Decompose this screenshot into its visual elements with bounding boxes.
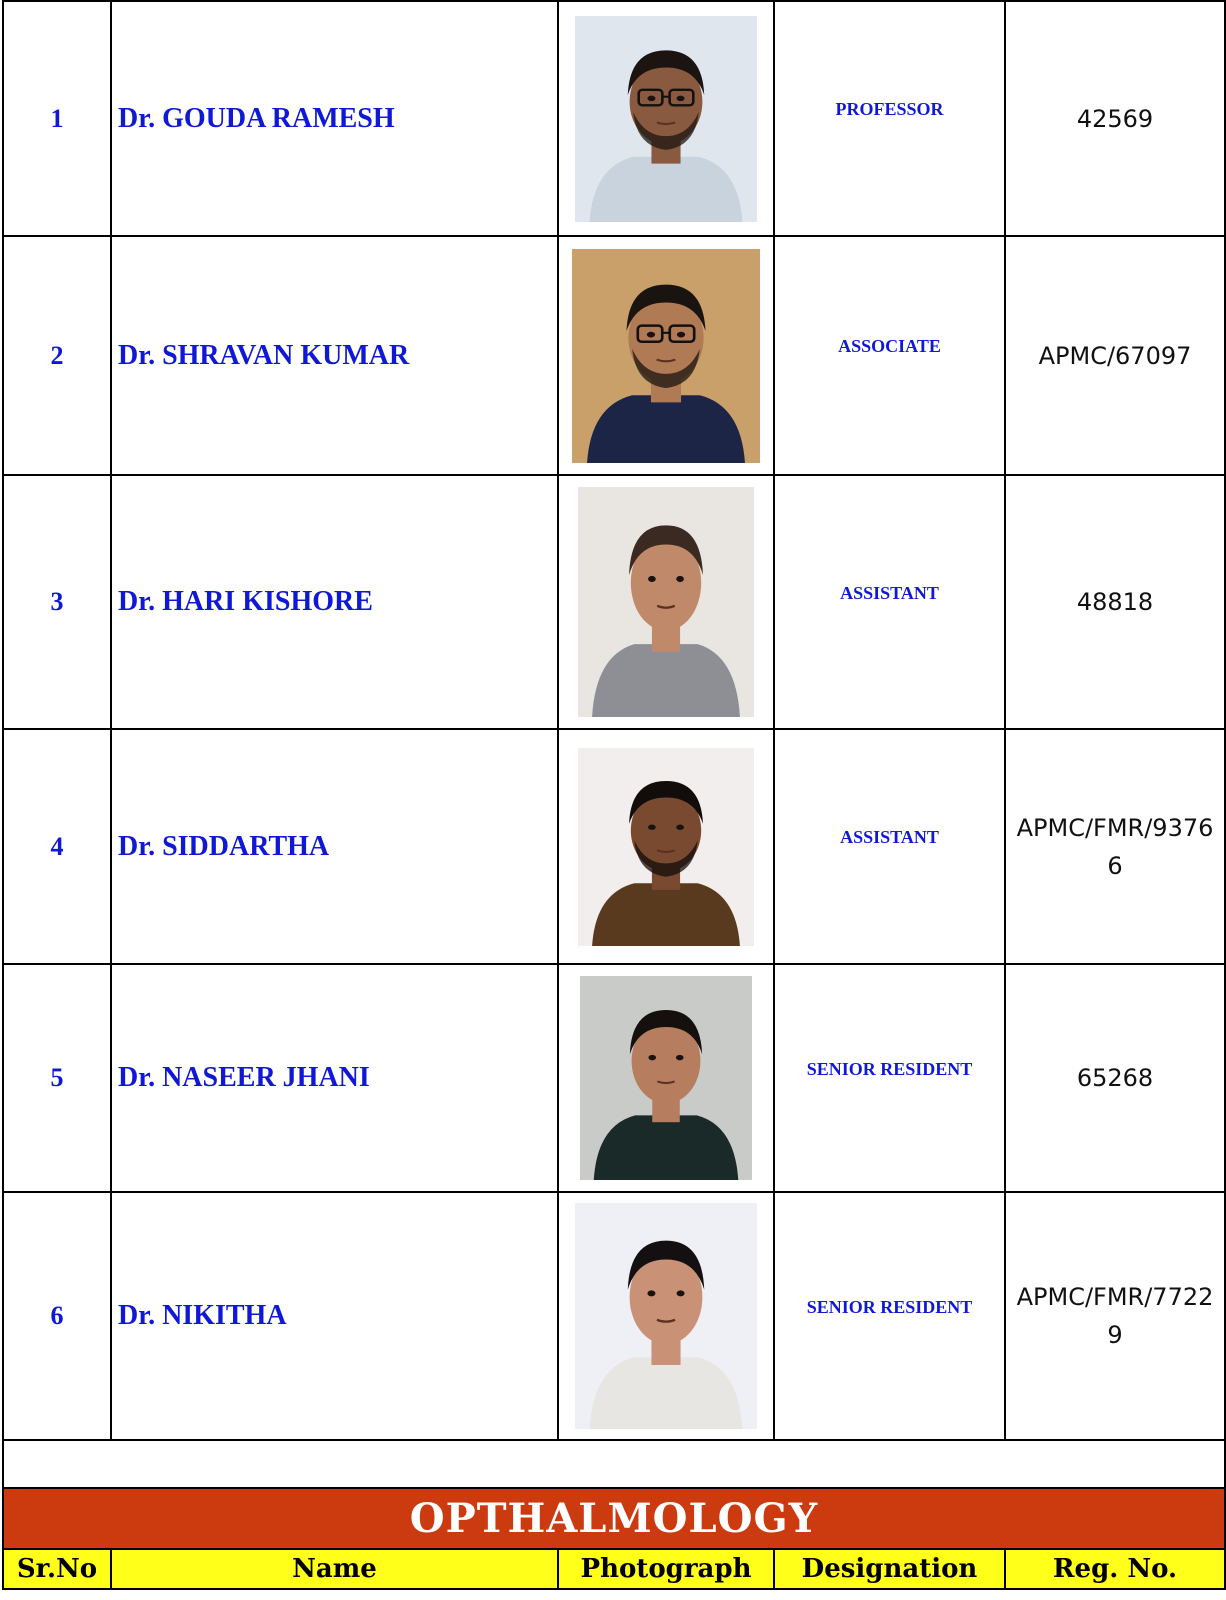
faculty-name: Dr. SIDDARTHA [111,729,558,964]
faculty-name: Dr. NASEER JHANI [111,964,558,1192]
faculty-name: Dr. GOUDA RAMESH [111,1,558,236]
faculty-row [3,729,1225,964]
serial-number: 1 [3,1,111,236]
serial-number: 3 [3,475,111,729]
column-header-name: Name [111,1549,558,1589]
section-title: OPTHALMOLOGY [3,1488,1225,1549]
faculty-table [2,0,1226,1590]
photograph-cell [558,236,774,475]
photograph-cell [558,964,774,1192]
faculty-row [3,236,1225,475]
designation: ASSISTANT [774,729,1005,964]
column-header-sr-no: Sr.No [3,1549,111,1589]
faculty-name: Dr. SHRAVAN KUMAR [111,236,558,475]
portrait-photo [572,249,760,463]
registration-number: 48818 [1005,475,1225,729]
faculty-row [3,1192,1225,1440]
serial-number: 6 [3,1192,111,1440]
designation: ASSOCIATE [774,236,1005,475]
registration-number: 42569 [1005,1,1225,236]
designation: SENIOR RESIDENT [774,964,1005,1192]
serial-number: 4 [3,729,111,964]
portrait-photo [580,976,752,1180]
photograph-cell [558,1,774,236]
registration-number: 65268 [1005,964,1225,1192]
registration-number: APMC/FMR/93766 [1005,729,1225,964]
faculty-row [3,1,1225,236]
photograph-cell [558,475,774,729]
photograph-cell [558,729,774,964]
column-header-row [3,1549,1225,1589]
section-title-row [3,1488,1225,1549]
serial-number: 2 [3,236,111,475]
faculty-name: Dr. NIKITHA [111,1192,558,1440]
faculty-rows [3,1,1225,1440]
serial-number: 5 [3,964,111,1192]
photograph-cell [558,1192,774,1440]
registration-number: APMC/FMR/77229 [1005,1192,1225,1440]
portrait-photo [575,1203,757,1429]
column-header-reg-no: Reg. No. [1005,1549,1225,1589]
registration-number: APMC/67097 [1005,236,1225,475]
designation: SENIOR RESIDENT [774,1192,1005,1440]
portrait-photo [578,748,754,946]
designation: PROFESSOR [774,1,1005,236]
column-header-designation: Designation [774,1549,1005,1589]
spacer-row [3,1440,1225,1488]
faculty-sheet [2,0,1224,1600]
designation: ASSISTANT [774,475,1005,729]
faculty-name: Dr. HARI KISHORE [111,475,558,729]
portrait-photo [575,16,757,222]
faculty-row [3,964,1225,1192]
portrait-photo [578,487,754,717]
faculty-row [3,475,1225,729]
column-header-photograph: Photograph [558,1549,774,1589]
